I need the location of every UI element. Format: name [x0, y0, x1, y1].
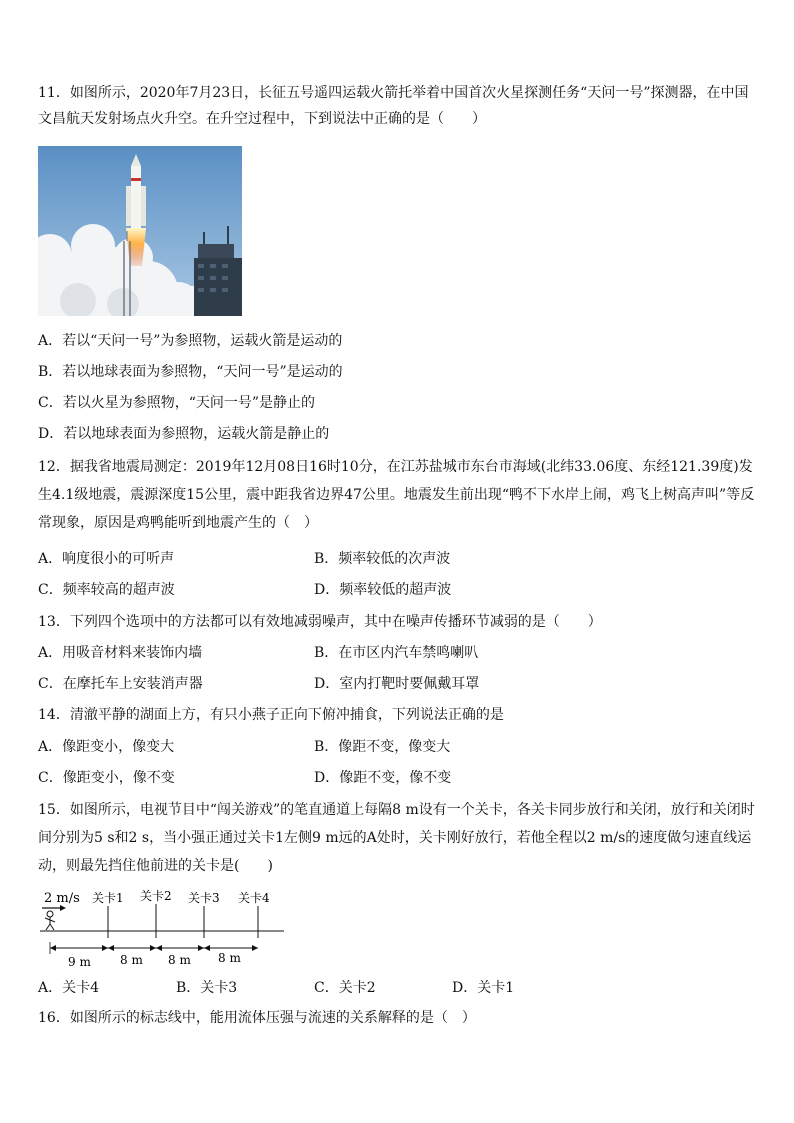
- gate-3-label: 关卡3: [188, 891, 220, 905]
- q11-option-d: D．若以地球表面为参照物，运载火箭是静止的: [38, 426, 330, 442]
- distance-4-label: 8 m: [218, 951, 241, 965]
- distance-1-label: 9 m: [68, 955, 91, 969]
- distance-2-label: 8 m: [120, 953, 143, 967]
- q13-option-c: C．在摩托车上安装消声器: [38, 676, 203, 692]
- q12-option-c: C．频率较高的超声波: [38, 582, 175, 598]
- q14-stem: 14．清澈平静的湖面上方，有只小燕子正向下俯冲捕食，下列说法正确的是: [38, 707, 504, 723]
- gate-2-label: 关卡2: [140, 889, 172, 903]
- q14-option-c: C．像距变小，像不变: [38, 770, 175, 786]
- q12-option-a: A．响度很小的可听声: [38, 551, 175, 567]
- speed-label: 2 m/s: [44, 891, 80, 906]
- q12-option-d: D．频率较低的超声波: [314, 582, 452, 598]
- q11-option-b: B．若以地球表面为参照物，“天问一号”是运动的: [38, 364, 343, 380]
- q12-option-b: B．频率较低的次声波: [314, 551, 451, 567]
- q15-option-b: B．关卡3: [176, 980, 238, 996]
- gate-4-label: 关卡4: [238, 891, 270, 905]
- q13-option-b: B．在市区内汽车禁鸣喇叭: [314, 645, 479, 661]
- q15-option-c: C．关卡2: [314, 980, 376, 996]
- gate-1-label: 关卡1: [92, 891, 124, 905]
- q11-option-c: C．若以火星为参照物，“天问一号”是静止的: [38, 395, 316, 411]
- q15-option-a: A．关卡4: [38, 980, 100, 996]
- q13-option-a: A．用吸音材料来装饰内墙: [38, 645, 203, 661]
- q13-option-d: D．室内打靶时要佩戴耳罩: [314, 676, 480, 692]
- gate-diagram: [38, 886, 288, 970]
- rocket-launch-photo: [38, 146, 242, 316]
- q15-option-d: D．关卡1: [452, 980, 515, 996]
- q11-stem: 11．如图所示，2020年7月23日，长征五号遥四运载火箭托举着中国首次火星探测任务“天问一号”探测器，在中国文昌航天发射场点火升空。在升空过程中，下到说法中正确的是（ ）: [38, 85, 749, 127]
- distance-3-label: 8 m: [168, 953, 191, 967]
- q12-stem: 12．据我省地震局测定：2019年12月08日16时10分，在江苏盐城市东台市海域(北纬33.06度、东经121.39度)发生4.1级地震，震源深度15公里，震中距我省边界47公里。地震发生前出现“鸭不下水岸上闹，鸡飞上树高声叫”等反常现象，原因是鸡鸭能听到地震产生的（ ）: [38, 459, 755, 531]
- q14-option-a: A．像距变小，像变大: [38, 739, 175, 755]
- q14-option-d: D．像距不变，像不变: [314, 770, 452, 786]
- q14-option-b: B．像距不变，像变大: [314, 739, 451, 755]
- runner-icon: [45, 911, 55, 930]
- q16-stem: 16．如图所示的标志线中，能用流体压强与流速的关系解释的是（ ）: [38, 1010, 476, 1026]
- q11-option-a: A．若以“天问一号”为参照物，运载火箭是运动的: [38, 333, 343, 349]
- q13-stem: 13．下列四个选项中的方法都可以有效地减弱噪声，其中在噪声传播环节减弱的是（ ）: [38, 614, 602, 630]
- q15-stem: 15．如图所示，电视节目中“闯关游戏”的笔直通道上每隔8 m设有一个关卡，各关卡同步放行和关闭，放行和关闭时间分别为5 s和2 s，当小强正通过关卡1左侧9 m远的A处时，关卡刚好放行，若他全程以2 m/s的速度做匀速直线运动，则最先挡住他前进的关卡是( ): [38, 802, 755, 874]
